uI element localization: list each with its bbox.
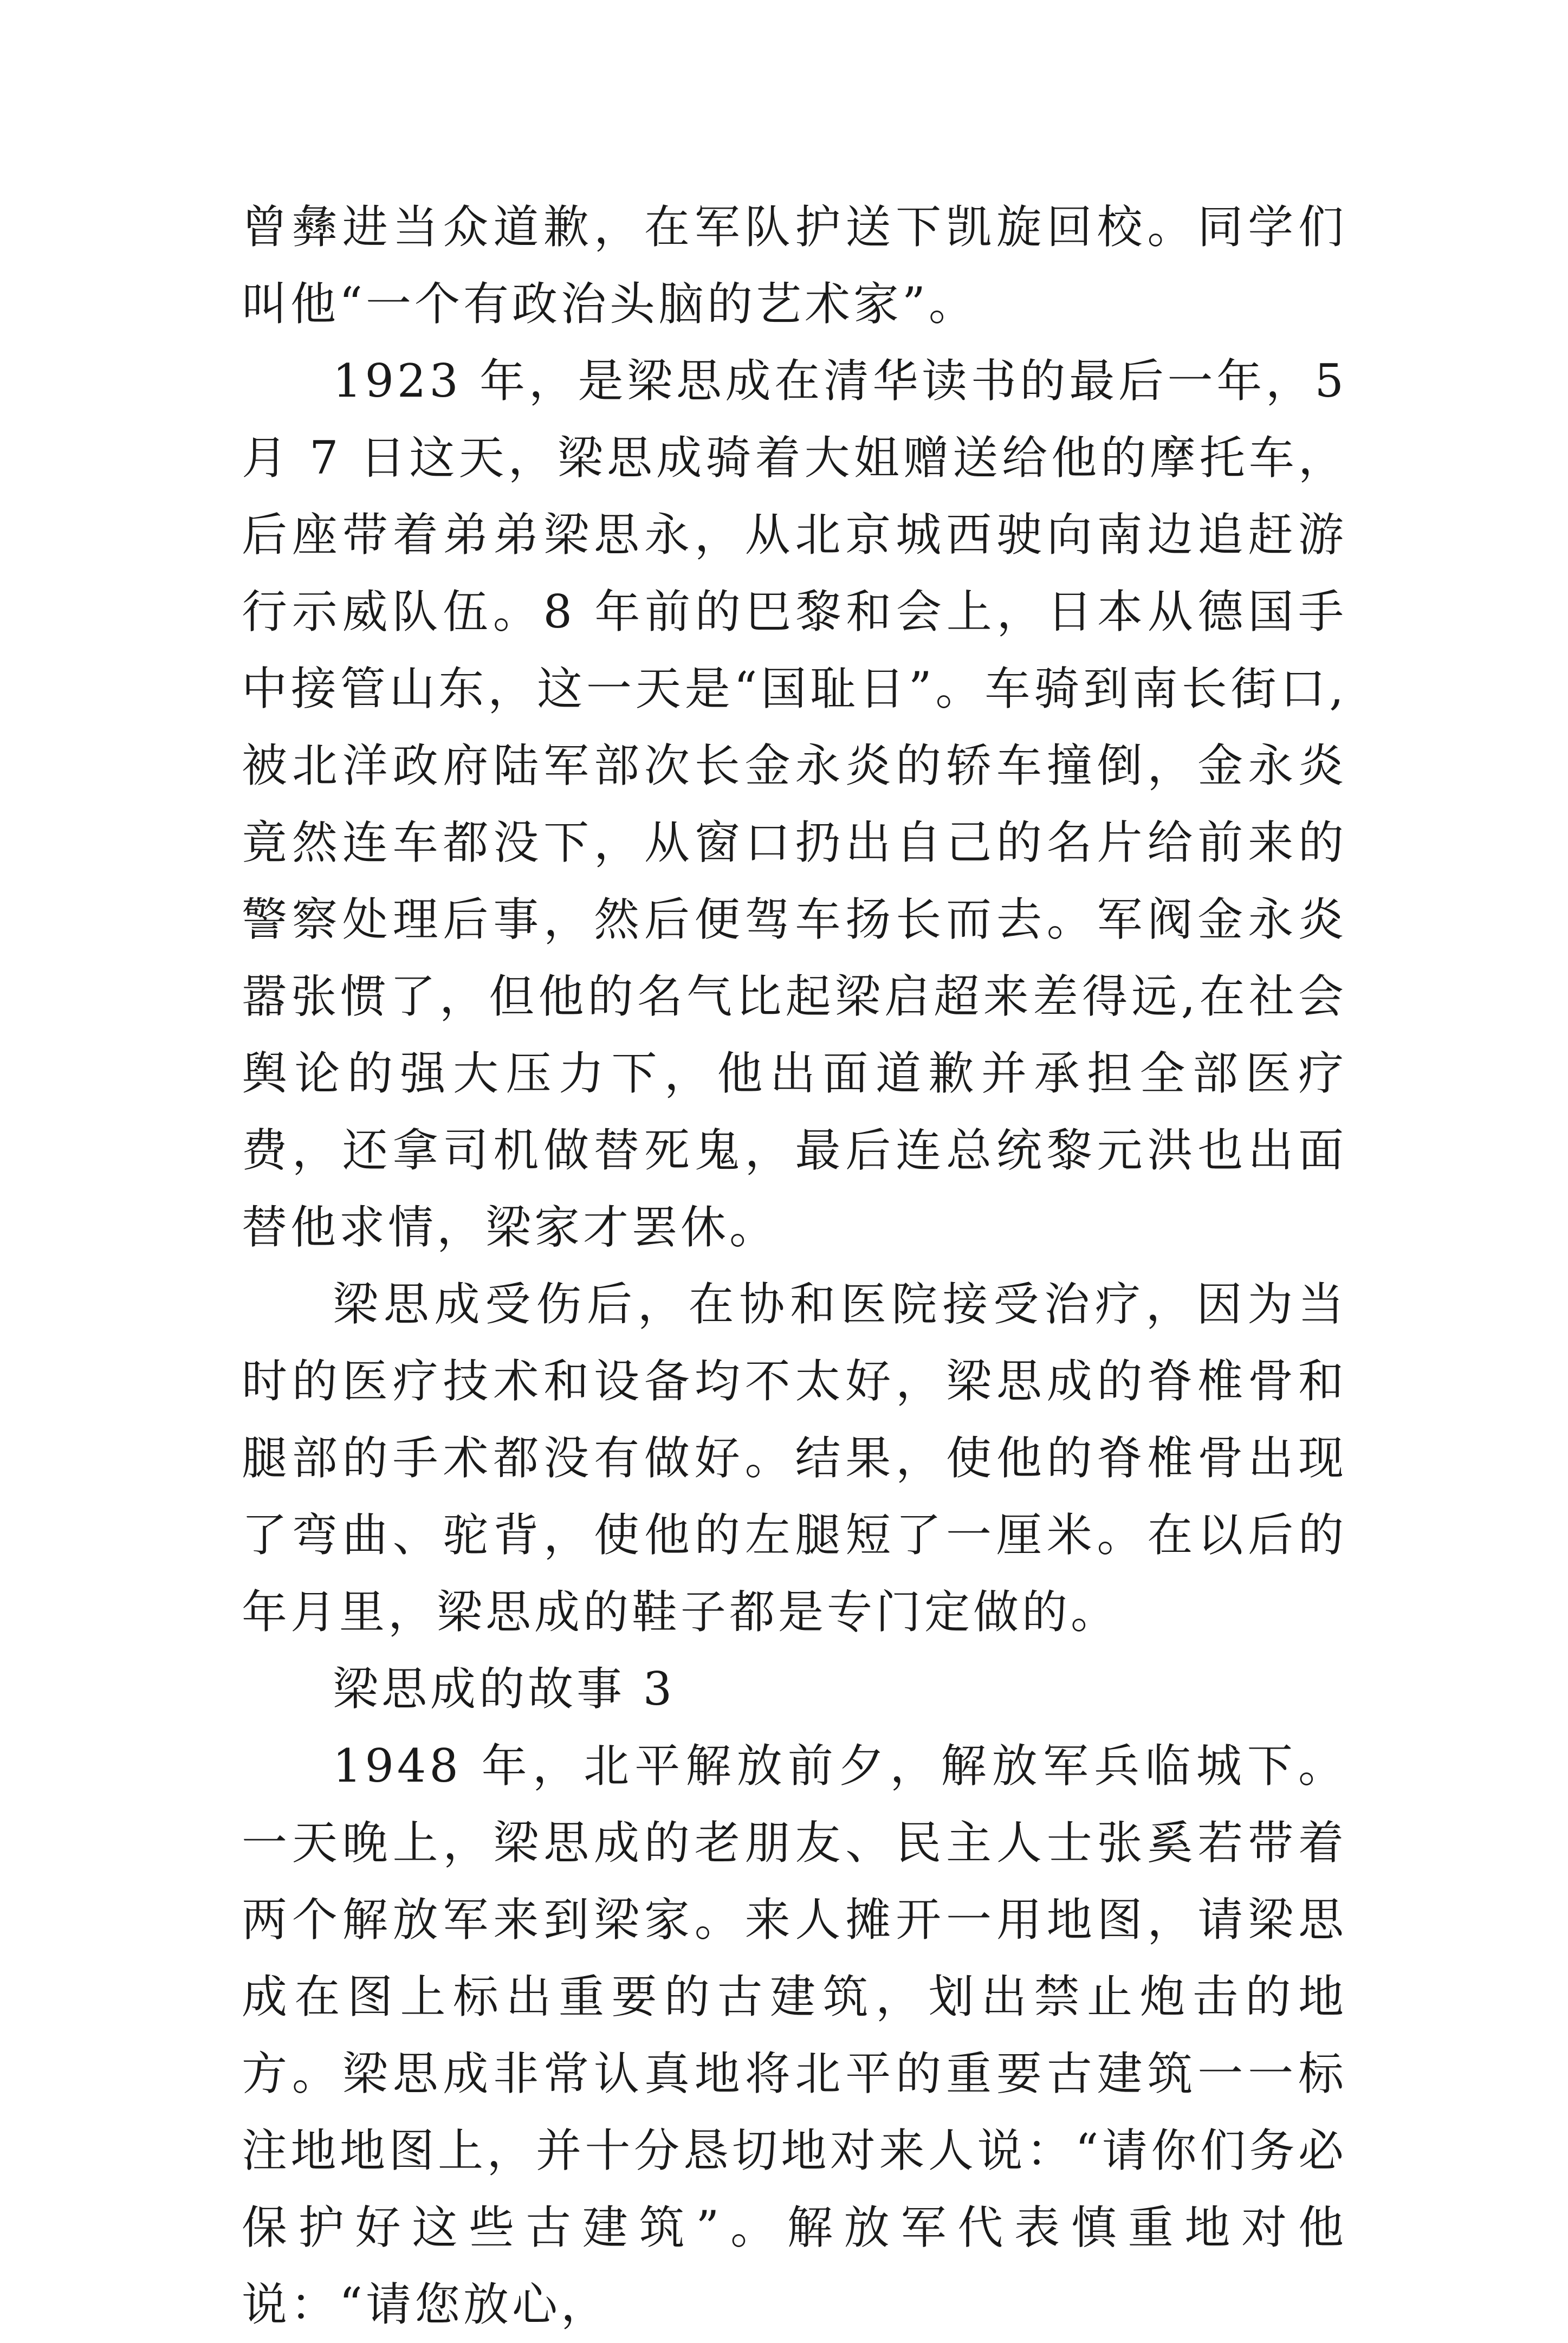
paragraph-liberation: 1948 年，北平解放前夕，解放军兵临城下。一天晚上，梁思成的老朋友、民主人士张奚若带着两个解放军来到梁家。来人摊开一用地图，请梁思成在图上标出重要的古建筑，划出禁止炮击的地方。梁思成非常认真地将北平的重要古建筑一一标注地地图上，并十分恳切地对来人说：“请你们务必保护好这些古建筑”。解放军代表慎重地对他说：“请您放心， — [242, 1739, 1347, 2331]
document-body — [242, 189, 1347, 2343]
section-heading: 梁思成的故事 3 — [333, 1662, 676, 1716]
paragraph-injury: 梁思成受伤后，在协和医院接受治疗，因为当时的医疗技术和设备均不太好，梁思成的脊椎骨和腿部的手术都没有做好。结果，使他的脊椎骨出现了弯曲、驼背，使他的左腿短了一厘米。在以后的年月里，梁思成的鞋子都是专门定做的。 — [242, 1278, 1347, 1639]
paragraph-accident: 1923 年，是梁思成在清华读书的最后一年，5 月 7 日这天，梁思成骑着大姐赠送给他的摩托车，后座带着弟弟梁思永，从北京城西驶向南边追赶游行示威队伍。8 年前的巴黎和会上，日本从德国手中接管山东，这一天是“国耻日”。车骑到南长街口,被北洋政府陆军部次长金永炎的轿车撞倒，金永炎竟然连车都没下，从窗口扔出自己的名片给前来的警察处理后事，然后便驾车扬长而去。军阀金永炎嚣张惯了，但他的名气比起梁启超来差得远,在社会舆论的强大压力下，他出面道歉并承担全部医疗费，还拿司机做替死鬼，最后连总统黎元洪也出面替他求情，梁家才罢休。 — [242, 354, 1347, 1254]
paragraph-continuation: 曾彝进当众道歉，在军队护送下凯旋回校。同学们叫他“一个有政治头脑的艺术家”。 — [242, 200, 1347, 331]
